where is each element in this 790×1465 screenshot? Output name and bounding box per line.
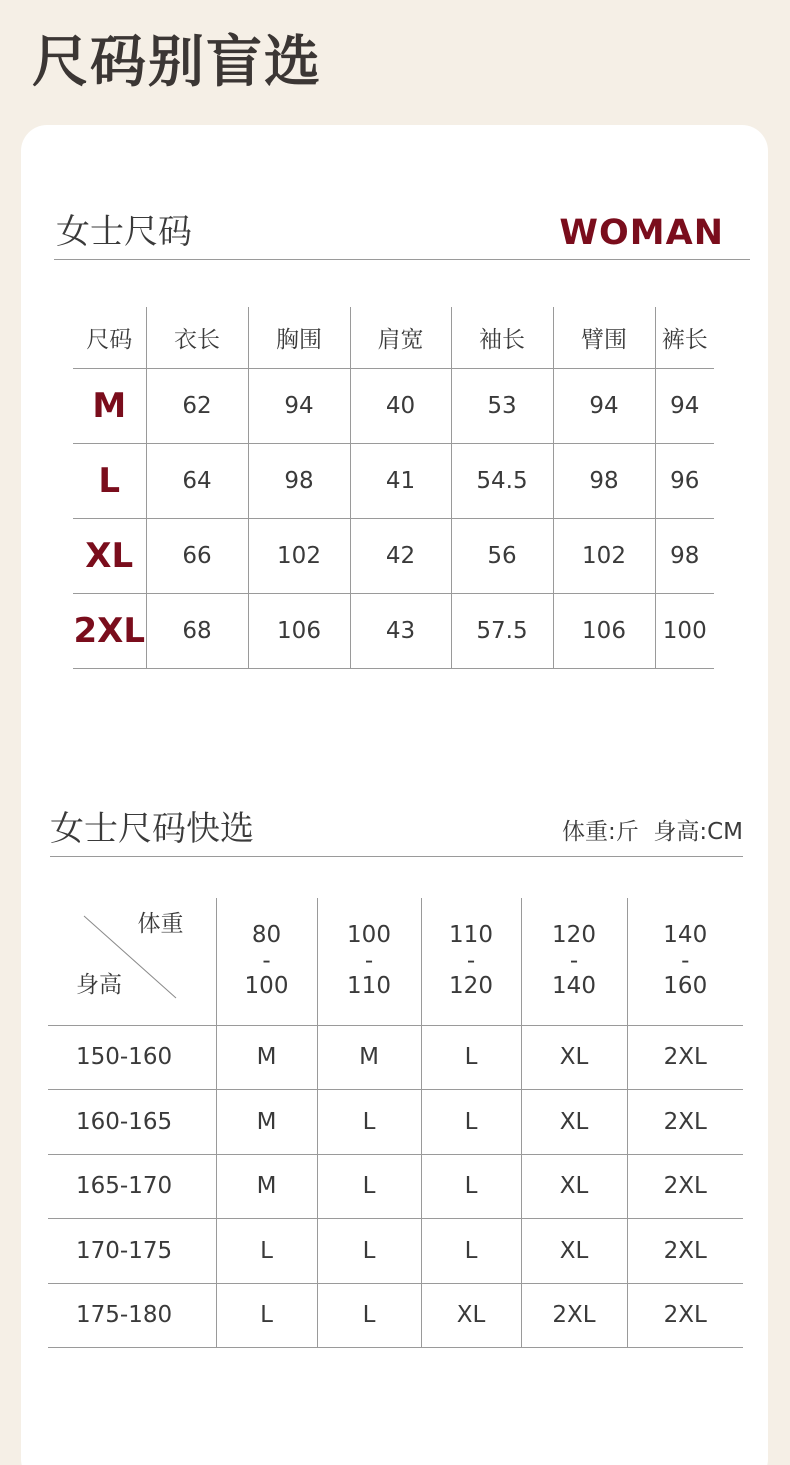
size-label: 2XL bbox=[73, 593, 146, 668]
diagonal-divider bbox=[48, 898, 216, 1025]
weight-from: 140 bbox=[663, 922, 708, 949]
table-cell: 42 bbox=[350, 518, 451, 593]
weight-range-header bbox=[216, 898, 317, 1025]
weight-sep: - bbox=[364, 947, 374, 974]
height-range: 170-175 bbox=[48, 1219, 216, 1284]
table-row bbox=[48, 1025, 743, 1090]
section-header-woman-size bbox=[54, 209, 750, 260]
weight-from: 100 bbox=[347, 922, 391, 949]
table-cell: XL bbox=[521, 1090, 627, 1155]
table-row bbox=[48, 1283, 743, 1348]
corner-weight-label: 体重 bbox=[137, 911, 184, 937]
table-cell: 2XL bbox=[627, 1219, 743, 1284]
col-header-bust: 胸围 bbox=[248, 307, 350, 368]
section-title-en: WOMAN bbox=[559, 213, 724, 253]
weight-range-header bbox=[317, 898, 421, 1025]
table-row bbox=[73, 443, 714, 518]
table-cell: 2XL bbox=[521, 1283, 627, 1348]
table-cell: 2XL bbox=[627, 1090, 743, 1155]
size-label: XL bbox=[73, 518, 146, 593]
height-range: 175-180 bbox=[48, 1283, 216, 1348]
unit-note: 体重:斤 身高:CM bbox=[561, 819, 743, 845]
table-cell: 57.5 bbox=[451, 593, 553, 668]
table-cell: 2XL bbox=[627, 1283, 743, 1348]
table-cell: L bbox=[421, 1025, 521, 1090]
corner-height-label: 身高 bbox=[76, 972, 122, 999]
height-range: 165-170 bbox=[48, 1154, 216, 1219]
table-cell: 94 bbox=[655, 368, 714, 443]
table-cell: 98 bbox=[553, 443, 655, 518]
weight-to: 120 bbox=[449, 972, 493, 999]
table-row bbox=[73, 593, 714, 668]
table-cell: 94 bbox=[248, 368, 350, 443]
size-chart-header-row bbox=[73, 307, 714, 368]
table-cell: L bbox=[317, 1154, 421, 1219]
table-cell: M bbox=[216, 1025, 317, 1090]
col-header-sleeve: 袖长 bbox=[451, 307, 553, 368]
table-cell: XL bbox=[421, 1283, 521, 1348]
table-cell: 64 bbox=[146, 443, 248, 518]
col-header-length: 衣长 bbox=[146, 307, 248, 368]
table-cell: 98 bbox=[655, 518, 714, 593]
table-cell: L bbox=[421, 1090, 521, 1155]
corner-header bbox=[48, 898, 216, 1025]
table-cell: 96 bbox=[655, 443, 714, 518]
table-cell: 40 bbox=[350, 368, 451, 443]
table-cell: 106 bbox=[248, 593, 350, 668]
section-header-quick-select bbox=[50, 805, 743, 857]
table-cell: 2XL bbox=[627, 1025, 743, 1090]
table-row bbox=[73, 518, 714, 593]
weight-from: 120 bbox=[552, 922, 596, 949]
weight-to: 100 bbox=[244, 972, 289, 999]
size-chart-table bbox=[73, 307, 714, 669]
weight-sep: - bbox=[681, 947, 690, 974]
weight-sep: - bbox=[466, 947, 476, 974]
table-cell: 66 bbox=[146, 518, 248, 593]
table-cell: 43 bbox=[350, 593, 451, 668]
weight-sep: - bbox=[262, 947, 271, 974]
table-row bbox=[48, 1090, 743, 1155]
weight-from: 80 bbox=[251, 922, 282, 949]
table-cell: 68 bbox=[146, 593, 248, 668]
height-range: 160-165 bbox=[48, 1090, 216, 1155]
table-cell: L bbox=[317, 1090, 421, 1155]
table-cell: 62 bbox=[146, 368, 248, 443]
quick-select-table bbox=[48, 898, 743, 1348]
table-cell: L bbox=[317, 1219, 421, 1284]
col-header-size: 尺码 bbox=[73, 307, 146, 368]
table-cell: M bbox=[317, 1025, 421, 1090]
table-cell: 54.5 bbox=[451, 443, 553, 518]
table-cell: 102 bbox=[248, 518, 350, 593]
table-cell: 2XL bbox=[627, 1154, 743, 1219]
table-row bbox=[48, 1219, 743, 1284]
weight-range-header bbox=[521, 898, 627, 1025]
size-label: M bbox=[73, 368, 146, 443]
table-cell: XL bbox=[521, 1219, 627, 1284]
table-cell: 94 bbox=[553, 368, 655, 443]
size-guide-card bbox=[21, 125, 768, 1465]
weight-sep: - bbox=[569, 947, 579, 974]
table-cell: 100 bbox=[655, 593, 714, 668]
table-cell: 98 bbox=[248, 443, 350, 518]
weight-to: 160 bbox=[663, 972, 708, 999]
section-title-woman-size: 女士尺码 bbox=[56, 212, 192, 252]
size-label: L bbox=[73, 443, 146, 518]
table-cell: 56 bbox=[451, 518, 553, 593]
weight-to: 110 bbox=[347, 972, 391, 999]
table-cell: XL bbox=[521, 1025, 627, 1090]
table-cell: XL bbox=[521, 1154, 627, 1219]
table-cell: 106 bbox=[553, 593, 655, 668]
page-title: 尺码别盲选 bbox=[32, 30, 322, 95]
table-cell: M bbox=[216, 1154, 317, 1219]
table-cell: L bbox=[216, 1219, 317, 1284]
table-cell: 102 bbox=[553, 518, 655, 593]
table-row bbox=[48, 1154, 743, 1219]
section-title-quick-select: 女士尺码快选 bbox=[50, 809, 254, 849]
weight-range-header bbox=[421, 898, 521, 1025]
table-cell: 53 bbox=[451, 368, 553, 443]
table-cell: M bbox=[216, 1090, 317, 1155]
table-cell: L bbox=[421, 1154, 521, 1219]
weight-from: 110 bbox=[449, 922, 493, 949]
table-row bbox=[73, 368, 714, 443]
col-header-pants: 裤长 bbox=[655, 307, 714, 368]
table-cell: 41 bbox=[350, 443, 451, 518]
height-range: 150-160 bbox=[48, 1025, 216, 1090]
col-header-shoulder: 肩宽 bbox=[350, 307, 451, 368]
table-cell: L bbox=[317, 1283, 421, 1348]
quick-select-header-row bbox=[48, 898, 743, 1025]
col-header-arm: 臂围 bbox=[553, 307, 655, 368]
weight-to: 140 bbox=[552, 972, 596, 999]
table-cell: L bbox=[216, 1283, 317, 1348]
weight-range-header bbox=[627, 898, 743, 1025]
table-cell: L bbox=[421, 1219, 521, 1284]
